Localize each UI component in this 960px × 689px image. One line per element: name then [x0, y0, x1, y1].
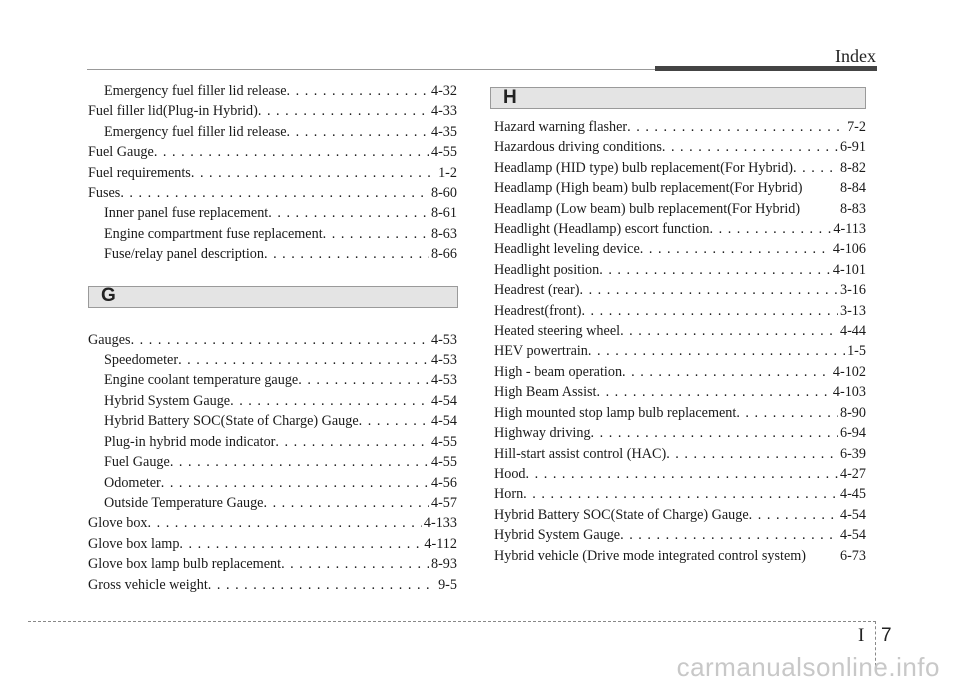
index-page-ref: 6-73 — [839, 547, 866, 564]
index-term: Engine coolant temperature gauge — [104, 372, 299, 389]
index-term: Headlight (Headlamp) escort function — [494, 221, 710, 238]
index-term: Emergency fuel filler lid release — [104, 83, 287, 99]
index-entry — [88, 534, 457, 554]
index-entry — [494, 382, 866, 402]
index-entry — [494, 158, 866, 178]
index-page-ref: 4-33 — [430, 103, 457, 120]
index-page-ref: 1-2 — [438, 164, 457, 181]
index-term: Emergency fuel filler lid release — [104, 123, 287, 140]
page-number: 7 — [881, 625, 892, 646]
index-page-ref: 8-61 — [430, 205, 457, 222]
index-term: Hybrid vehicle (Drive mode integrated control system) — [494, 547, 807, 564]
index-entry — [494, 321, 866, 341]
index-entry — [88, 513, 457, 533]
index-entry — [88, 183, 457, 203]
index-entry — [88, 350, 457, 370]
leader-dots — [662, 137, 838, 157]
index-page-ref: 4-56 — [430, 474, 457, 491]
leader-dots — [120, 183, 429, 203]
index-term: Plug-in hybrid mode indicator — [104, 433, 276, 450]
index-term: Heated steering wheel — [494, 323, 621, 340]
index-page-ref: 4-113 — [833, 221, 866, 238]
section-header-g — [88, 286, 458, 308]
leader-dots — [258, 101, 429, 121]
leader-dots — [640, 239, 831, 259]
index-term: Speedometer — [104, 352, 179, 369]
index-page-ref: 4-44 — [839, 323, 866, 340]
page-title: Index — [835, 46, 876, 66]
leader-dots — [622, 362, 831, 382]
index-term: Headlight leveling device — [494, 241, 640, 258]
index-page-ref: 1-5 — [847, 343, 866, 360]
index-term: Fuses — [88, 185, 121, 202]
index-entry — [494, 484, 866, 504]
leader-dots — [154, 142, 429, 162]
index-term: Hill-start assist control (HAC) — [494, 445, 667, 462]
index-page-ref: 4-133 — [423, 515, 457, 532]
leader-dots — [275, 432, 429, 452]
index-page-ref: 4-101 — [832, 261, 866, 278]
index-entry — [88, 163, 457, 183]
index-page-ref: 8-63 — [430, 225, 457, 242]
index-column-left — [88, 81, 457, 595]
index-page-ref: 4-35 — [430, 123, 457, 140]
leader-dots — [161, 473, 429, 493]
index-term: Fuel requirements — [88, 164, 191, 181]
leader-dots — [287, 81, 429, 101]
index-term: High Beam Assist — [494, 384, 597, 401]
index-entry — [494, 199, 866, 219]
index-entry — [88, 142, 457, 162]
index-entry — [494, 362, 866, 382]
index-page-ref: 3-13 — [839, 302, 866, 319]
index-entry — [494, 260, 866, 280]
index-term: Hybrid System Gauge — [104, 392, 231, 409]
index-term: Glove box — [88, 515, 148, 532]
leader-dots — [793, 158, 838, 178]
leader-dots — [523, 484, 838, 504]
leader-dots — [298, 370, 429, 390]
leader-dots — [588, 341, 845, 361]
section-letter-g: G — [101, 285, 116, 307]
index-entry — [494, 301, 866, 321]
leader-dots — [281, 554, 429, 574]
index-page-ref: 4-54 — [430, 392, 457, 409]
index-term: Inner panel fuse replacement — [104, 205, 269, 222]
index-entry — [88, 391, 457, 411]
leader-dots — [596, 382, 830, 402]
leader-dots — [599, 260, 831, 280]
index-page-ref: 4-103 — [832, 384, 866, 401]
index-page-ref: 4-106 — [832, 241, 866, 258]
header-rule-accent — [655, 66, 877, 71]
index-page-ref: 6-94 — [839, 425, 866, 442]
index-term: Glove box lamp — [88, 535, 180, 552]
index-entry — [88, 411, 457, 431]
index-list-g — [88, 330, 457, 595]
index-entry — [88, 554, 457, 574]
index-term: Headlamp (High beam) bulb replacement(For Hybrid) — [494, 180, 803, 197]
index-page-ref: 4-32 — [430, 83, 457, 99]
index-entry — [494, 423, 866, 443]
index-term: Fuel Gauge — [88, 144, 154, 161]
leader-dots — [323, 224, 429, 244]
index-term: Headlamp (Low beam) bulb replacement(For Hybrid) — [494, 200, 801, 217]
index-term: Outside Temperature Gauge — [104, 494, 264, 511]
leader-dots — [179, 534, 422, 554]
index-entry — [88, 452, 457, 472]
index-page-ref: 4-55 — [430, 144, 457, 161]
leader-dots — [264, 244, 429, 264]
index-term: Fuse/relay panel description — [104, 246, 264, 263]
index-page-ref: 4-112 — [424, 535, 457, 552]
index-page-ref: 7-2 — [847, 119, 866, 135]
index-entry — [88, 122, 457, 142]
index-entry — [494, 505, 866, 525]
index-entry — [88, 330, 457, 350]
index-term: Gauges — [88, 331, 131, 348]
index-page-ref: 4-53 — [430, 372, 457, 389]
watermark: carmanualsonline.info — [676, 652, 940, 682]
index-term: Hybrid Battery SOC(State of Charge) Gauge — [104, 413, 359, 430]
index-entry — [494, 239, 866, 259]
index-term: Hazard warning flasher — [494, 119, 628, 135]
leader-dots — [736, 403, 838, 423]
index-entry — [494, 546, 866, 566]
index-page-ref: 4-57 — [430, 494, 457, 511]
index-page-ref: 4-55 — [430, 454, 457, 471]
index-term: Hybrid Battery SOC(State of Charge) Gauge — [494, 506, 749, 523]
index-page-ref: 8-93 — [430, 556, 457, 573]
index-term: Horn — [494, 486, 524, 503]
leader-dots — [666, 444, 838, 464]
leader-dots — [230, 391, 429, 411]
leader-dots — [191, 163, 436, 183]
index-entry — [88, 473, 457, 493]
index-term: Headlamp (HID type) bulb replacement(For Hybrid) — [494, 159, 794, 176]
leader-dots — [178, 350, 429, 370]
index-list-h — [494, 117, 866, 566]
index-term: Headrest (rear) — [494, 282, 580, 299]
leader-dots — [526, 464, 838, 484]
index-entry — [88, 370, 457, 390]
footer-rule — [28, 621, 876, 622]
index-page-ref: 4-53 — [430, 352, 457, 369]
leader-dots — [268, 203, 429, 223]
index-page-ref: 4-54 — [430, 413, 457, 430]
index-page-ref: 3-16 — [839, 282, 866, 299]
leader-dots — [620, 525, 838, 545]
index-entry — [494, 137, 866, 157]
index-term: Fuel filler lid(Plug-in Hybrid) — [88, 103, 258, 120]
index-term: Fuel Gauge — [104, 454, 170, 471]
index-term: Hybrid System Gauge — [494, 527, 621, 544]
index-term: Hazardous driving conditions — [494, 139, 662, 156]
index-entry — [494, 464, 866, 484]
index-term: HEV powertrain — [494, 343, 588, 360]
leader-dots — [749, 505, 838, 525]
index-term: High mounted stop lamp bulb replacement — [494, 404, 737, 421]
index-page-ref: 4-102 — [832, 363, 866, 380]
index-term: Gross vehicle weight — [88, 576, 208, 593]
index-term: Glove box lamp bulb replacement — [88, 556, 282, 573]
index-entry — [88, 203, 457, 223]
leader-dots — [170, 452, 429, 472]
index-entry — [88, 81, 457, 101]
index-page-ref: 6-39 — [839, 445, 866, 462]
leader-dots — [263, 493, 429, 513]
index-term: Hood — [494, 465, 526, 482]
index-entry — [494, 178, 866, 198]
index-page-ref: 8-84 — [839, 180, 866, 197]
index-page-ref: 4-27 — [839, 465, 866, 482]
index-page-ref: 4-45 — [839, 486, 866, 503]
index-entry — [494, 525, 866, 545]
index-term: Headrest(front) — [494, 302, 582, 319]
index-entry — [88, 224, 457, 244]
index-entry — [494, 219, 866, 239]
section-header-h — [490, 87, 866, 109]
index-entry — [494, 403, 866, 423]
index-page-ref: 8-90 — [839, 404, 866, 421]
index-page-ref: 8-66 — [430, 246, 457, 263]
footer-section-letter: I — [858, 625, 865, 646]
index-page-ref: 6-91 — [839, 139, 866, 156]
leader-dots — [710, 219, 832, 239]
leader-dots — [579, 280, 838, 300]
index-term: Odometer — [104, 474, 161, 491]
index-entry — [88, 432, 457, 452]
index-page-ref: 8-82 — [839, 159, 866, 176]
leader-dots — [620, 321, 838, 341]
leader-dots — [131, 330, 429, 350]
index-page-ref: 4-54 — [839, 527, 866, 544]
index-page-ref: 4-53 — [430, 331, 457, 348]
index-page-ref: 9-5 — [438, 576, 457, 593]
index-page-ref: 8-60 — [430, 185, 457, 202]
index-entry — [88, 244, 457, 264]
index-term: Headlight position — [494, 261, 600, 278]
header-rule — [87, 69, 657, 70]
leader-dots — [148, 513, 422, 533]
index-entry — [494, 117, 866, 137]
leader-dots — [581, 301, 838, 321]
section-letter-h: H — [503, 87, 517, 108]
index-term: Highway driving — [494, 425, 591, 442]
index-entry — [494, 341, 866, 361]
leader-dots — [287, 122, 429, 142]
index-page-ref: 8-83 — [839, 200, 866, 217]
leader-dots — [627, 117, 845, 137]
index-column-right — [494, 117, 866, 566]
leader-dots — [591, 423, 838, 443]
index-list-f — [88, 81, 457, 265]
leader-dots — [359, 411, 429, 431]
index-entry — [494, 444, 866, 464]
index-term: High - beam operation — [494, 363, 623, 380]
index-entry — [494, 280, 866, 300]
index-entry — [88, 575, 457, 595]
index-entry — [88, 101, 457, 121]
leader-dots — [208, 575, 436, 595]
index-page-ref: 4-55 — [430, 433, 457, 450]
index-entry — [88, 493, 457, 513]
index-page-ref: 4-54 — [839, 506, 866, 523]
index-term: Engine compartment fuse replacement — [104, 225, 323, 242]
